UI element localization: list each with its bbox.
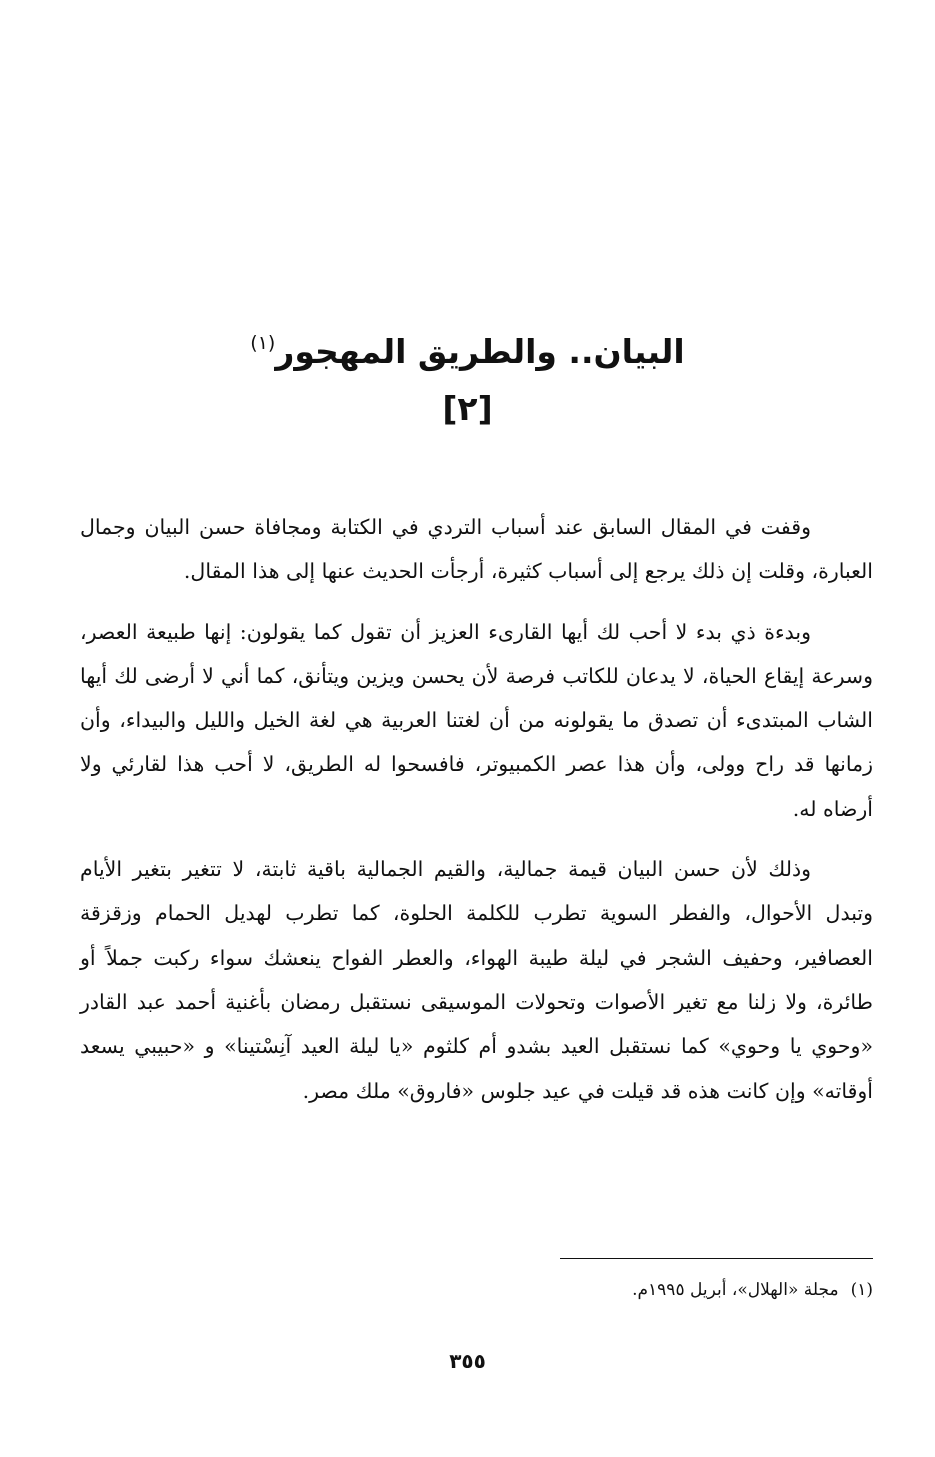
paragraph: وقفت في المقال السابق عند أسباب التردي في الكتابة ومجافاة حسن البيان وجمال العبارة، وقلت إن ذلك يرجع إلى أسباب كثيرة، أرجأت الحديث عنها إلى هذا المقال. (80, 515, 873, 584)
page-number: ٣٥٥ (449, 1349, 486, 1373)
footnote-text: مجلة «الهلال»، أبريل ١٩٩٥م. (632, 1280, 839, 1300)
paragraph: وذلك لأن حسن البيان قيمة جمالية، والقيم الجمالية باقية ثابتة، لا تتغير بتغير الأيام وتبدل الأحوال، والفطر السوية تطرب للكلمة الحلوة، كما تطرب لهديل الحمام وزقزقة العصافير، وحفيف الشجر في ليلة طيبة الهواء، والعطر الفواح ينعشك سواء ركبت جملاً أو طائرة، ولا زلنا مع تغير الأصوات وتحولات الموسيقى نستقبل رمضان بأغنية أحمد عبد القادر «وحوي يا وحوي» كما نستقبل العيد بشدو أم كلثوم «يا ليلة العيد آنِسْتينا» و «حبيبي يسعد أوقاته» وإن كانت هذه قد قيلت في عيد جلوس «فاروق» ملك مصر. (80, 857, 873, 1103)
footnote-reference[interactable]: (١) (250, 332, 276, 354)
chapter-title (0, 318, 935, 377)
paragraph: وبدءة ذي بدء لا أحب لك أيها القارىء العزيز أن تقول كما يقولون: إنها طبيعة العصر، وسرعة إيقاع الحياة، لا يدعان للكاتب فرصة لأن يحسن ويزين ويتأنق، كما أني لا أرضى لك أيها الشاب المبتدىء أن تصدق ما يقولونه من أن لغتنا العربية هي لغة الخيل والليل والبيداء، وأن زمانها قد راح وولى، وأن هذا عصر الكمبيوتر، فافسحوا له الطريق، لا أحب هذا لقارئي ولا أرضاه له. (80, 619, 873, 821)
footnote (93, 1272, 873, 1308)
chapter-part-number: [٢] (442, 389, 493, 428)
footnote-divider (560, 1258, 873, 1259)
footnote-number: (١) (850, 1280, 873, 1300)
article-body (80, 505, 873, 1129)
chapter-title-text: البيان.. والطريق المهجور (275, 332, 685, 371)
